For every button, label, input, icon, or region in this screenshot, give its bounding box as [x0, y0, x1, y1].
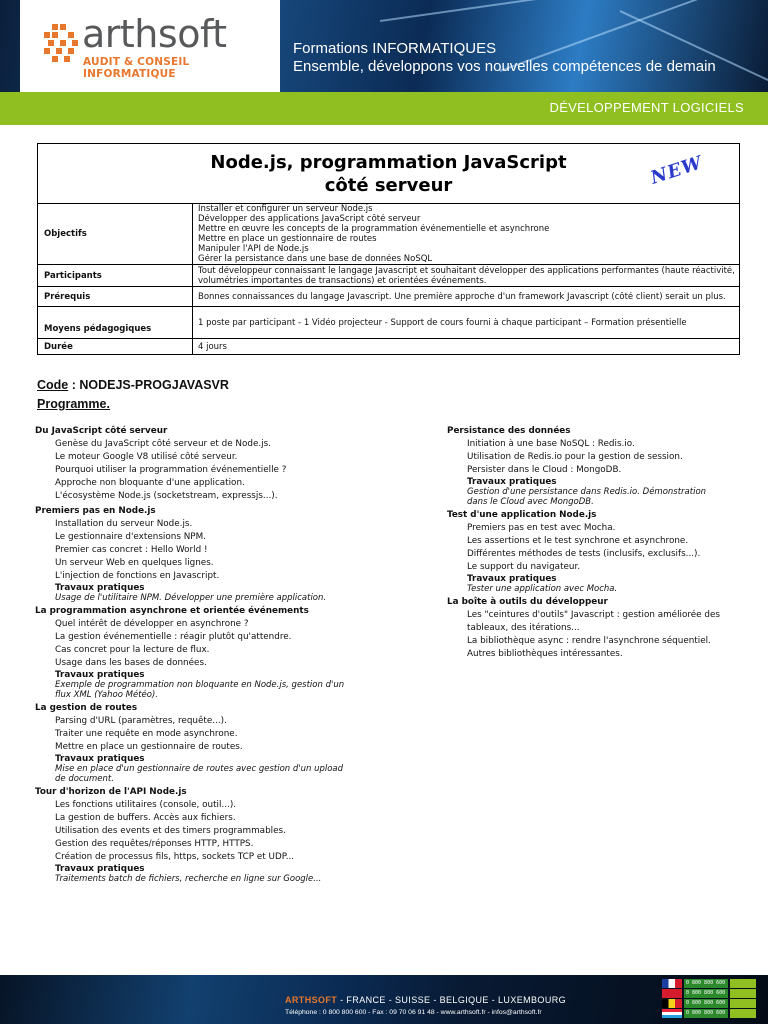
- programme-dot: .: [106, 397, 110, 411]
- logo-subtitle: AUDIT & CONSEIL INFORMATIQUE: [83, 56, 190, 80]
- course-title-line2: côté serveur: [324, 174, 453, 196]
- footer-countries: [285, 995, 566, 1005]
- luxembourg-flag-icon: [662, 1009, 682, 1018]
- participants-label: Participants: [38, 265, 193, 287]
- section-item: Gestion des requêtes/réponses HTTP, HTTPS.: [55, 839, 254, 849]
- section-item: Premiers pas en test avec Mocha.: [467, 523, 616, 533]
- practical-work-text: Tester une application avec Mocha.: [467, 584, 618, 594]
- section-item: Premier cas concret : Hello World !: [55, 545, 208, 555]
- section-item: Utilisation des events et des timers programmables.: [55, 826, 286, 836]
- section-item: Création de processus fils, https, sockets TCP et UDP...: [55, 852, 295, 862]
- header-banner: [0, 0, 768, 92]
- objectif-item: Développer des applications JavaScript côté serveur: [198, 214, 421, 224]
- practical-work-title: Travaux pratiques: [467, 574, 557, 584]
- moyens-label: Moyens pédagogiques: [38, 307, 193, 339]
- section-title: Test d'une application Node.js: [447, 510, 597, 520]
- programme-label: Programme: [37, 397, 107, 411]
- practical-work-text: Mise en place d'un gestionnaire de routes avec gestion d'un upload de document.: [55, 764, 344, 784]
- logo-mosaic-icon: [44, 24, 80, 64]
- duree-value: 4 jours: [198, 341, 227, 352]
- section-item: La gestion de buffers. Accès aux fichiers.: [55, 813, 236, 823]
- course-title-line1: Node.js, programmation JavaScript: [210, 151, 567, 173]
- programme-section: [35, 606, 365, 700]
- switzerland-flag-icon: [662, 989, 682, 998]
- section-item: Mettre en place un gestionnaire de routes.: [55, 742, 243, 752]
- practical-work-text: Exemple de programmation non bloquante en Node.js, gestion d'un flux XML (Yahoo Météo).: [55, 680, 345, 700]
- code-separator: :: [68, 378, 80, 392]
- section-item: Usage dans les bases de données.: [55, 658, 207, 668]
- section-item: La bibliothèque async : rendre l'asynchrone séquentiel.: [467, 636, 711, 646]
- objectifs-value: [193, 204, 740, 265]
- course-info-table: [37, 143, 740, 355]
- programme-section: [447, 426, 737, 507]
- section-item: Les fonctions utilitaires (console, outil...).: [55, 800, 237, 810]
- section-item: Autres bibliothèques intéressantes.: [467, 649, 623, 659]
- programme-section: [35, 703, 365, 784]
- section-item: Différentes méthodes de tests (inclusifs, exclusifs...).: [467, 549, 701, 559]
- flag-row-switzerland: [662, 989, 762, 999]
- practical-work-title: Travaux pratiques: [55, 583, 145, 593]
- section-item: Un serveur Web en quelques lignes.: [55, 558, 214, 568]
- section-item: Installation du serveur Node.js.: [55, 519, 193, 529]
- section-item: Pourquoi utiliser la programmation événementielle ?: [55, 465, 287, 475]
- programme-heading: [37, 397, 110, 411]
- section-item: Quel intérêt de développer en asynchrone ?: [55, 619, 249, 629]
- programme-section: [447, 510, 737, 594]
- practical-work-title: Travaux pratiques: [55, 670, 145, 680]
- objectif-item: Gérer la persistance dans une base de données NoSQL: [198, 254, 433, 264]
- section-item: Initiation à une base NoSQL : Redis.io.: [467, 439, 635, 449]
- code-value: NODEJS-PROGJAVASVR: [79, 378, 229, 392]
- section-item: La gestion événementielle : réagir plutôt qu'attendre.: [55, 632, 292, 642]
- section-title: Persistance des données: [447, 426, 571, 436]
- section-item: Persister dans le Cloud : MongoDB.: [467, 465, 622, 475]
- france-flag-icon: [662, 979, 682, 988]
- programme-left-column: [35, 426, 365, 887]
- category-label: DÉVELOPPEMENT LOGICIELS: [549, 100, 744, 115]
- programme-section: [35, 506, 365, 603]
- section-title: Du JavaScript côté serveur: [35, 426, 168, 436]
- new-badge: NEW: [647, 152, 705, 189]
- practical-work-title: Travaux pratiques: [55, 754, 145, 764]
- section-item: Les "ceintures d'outils" Javascript : gestion améliorée des tableaux, des itérations...: [467, 610, 720, 633]
- section-title: La programmation asynchrone et orientée événements: [35, 606, 309, 616]
- programme-section: [35, 787, 365, 884]
- practical-work-title: Travaux pratiques: [467, 477, 557, 487]
- flag-row-belgium: [662, 999, 762, 1009]
- footer-banner: [0, 975, 768, 1024]
- header-title: Formations INFORMATIQUES: [293, 40, 497, 57]
- section-item: Utilisation de Redis.io pour la gestion de session.: [467, 452, 683, 462]
- flag-row-luxembourg: [662, 1009, 762, 1019]
- programme-right-column: [447, 426, 737, 664]
- prerequis-label: Prérequis: [38, 287, 193, 307]
- phone-flags: [662, 979, 762, 1019]
- section-item: Les assertions et le test synchrone et asynchrone.: [467, 536, 689, 546]
- footer-contact: Téléphone : 0 800 800 600 - Fax : 09 70 06 91 48 - www.arthsoft.fr - infos@arthsoft.fr: [285, 1009, 542, 1016]
- moyens-value: 1 poste par participant - 1 Vidéo projecteur - Support de cours fourni à chaque participant – Formation présentielle: [198, 317, 687, 328]
- objectif-item: Mettre en œuvre les concepts de la programmation événementielle et asynchrone: [198, 224, 550, 234]
- footer-country-list: - FRANCE - SUISSE - BELGIQUE - LUXEMBOURG: [337, 995, 567, 1005]
- phone-number: 0 800 800 600: [684, 999, 728, 1008]
- category-bar: [0, 92, 768, 125]
- section-item: Approche non bloquante d'une application.: [55, 478, 245, 488]
- logo-name: arthsoft: [82, 12, 227, 56]
- belgium-flag-icon: [662, 999, 682, 1008]
- practical-work-text: Usage de l'utilitaire NPM. Développer une première application.: [55, 593, 327, 603]
- section-item: L'écosystème Node.js (socketstream, expressjs...).: [55, 491, 278, 501]
- practical-work-text: Traitements batch de fichiers, recherche en ligne sur Google...: [55, 874, 322, 884]
- objectif-item: Manipuler l'API de Node.js: [198, 244, 309, 254]
- section-item: L'injection de fonctions en Javascript.: [55, 571, 220, 581]
- prerequis-value: Bonnes connaissances du langage Javascript. Une première approche d'un framework Javascript (côté client) serait un plus.: [198, 291, 726, 302]
- flag-row-france: [662, 979, 762, 989]
- practical-work-text: Gestion d'une persistance dans Redis.io. Démonstration dans le Cloud avec MongoDB.: [467, 487, 707, 507]
- objectifs-label: Objectifs: [38, 204, 193, 265]
- footer-brand: ARTHSOFT: [285, 995, 338, 1005]
- section-item: Le gestionnaire d'extensions NPM.: [55, 532, 206, 542]
- section-item: Parsing d'URL (paramètres, requête...).: [55, 716, 227, 726]
- course-title-cell: [38, 144, 740, 204]
- programme-section: [35, 426, 365, 503]
- section-item: Genèse du JavaScript côté serveur et de Node.js.: [55, 439, 271, 449]
- participants-value: Tout développeur connaissant le langage Javascript et souhaitant développer des applications performantes (haute réactivité, volumétries importantes de transactions) et orientées événements.: [198, 265, 735, 286]
- section-title: La gestion de routes: [35, 703, 138, 713]
- section-title: La boîte à outils du développeur: [447, 597, 608, 607]
- phone-number: 0 800 800 600: [684, 989, 728, 998]
- duree-label: Durée: [38, 339, 193, 355]
- section-item: Traiter une requête en mode asynchrone.: [55, 729, 238, 739]
- programme-section: [447, 597, 737, 661]
- code-label: Code: [37, 378, 69, 392]
- section-title: Tour d'horizon de l'API Node.js: [35, 787, 187, 797]
- section-item: Cas concret pour la lecture de flux.: [55, 645, 210, 655]
- logo: [20, 0, 280, 92]
- course-code: [37, 378, 229, 392]
- objectif-item: Installer et configurer un serveur Node.js: [198, 204, 373, 214]
- header-tagline: Ensemble, développons vos nouvelles compétences de demain: [293, 58, 716, 75]
- section-item: Le moteur Google V8 utilisé côté serveur.: [55, 452, 238, 462]
- practical-work-title: Travaux pratiques: [55, 864, 145, 874]
- section-title: Premiers pas en Node.js: [35, 506, 156, 516]
- phone-number: 0 800 800 600: [684, 1009, 728, 1018]
- objectif-item: Mettre en place un gestionnaire de routes: [198, 234, 377, 244]
- section-item: Le support du navigateur.: [467, 562, 581, 572]
- phone-number: 0 800 800 600: [684, 979, 728, 988]
